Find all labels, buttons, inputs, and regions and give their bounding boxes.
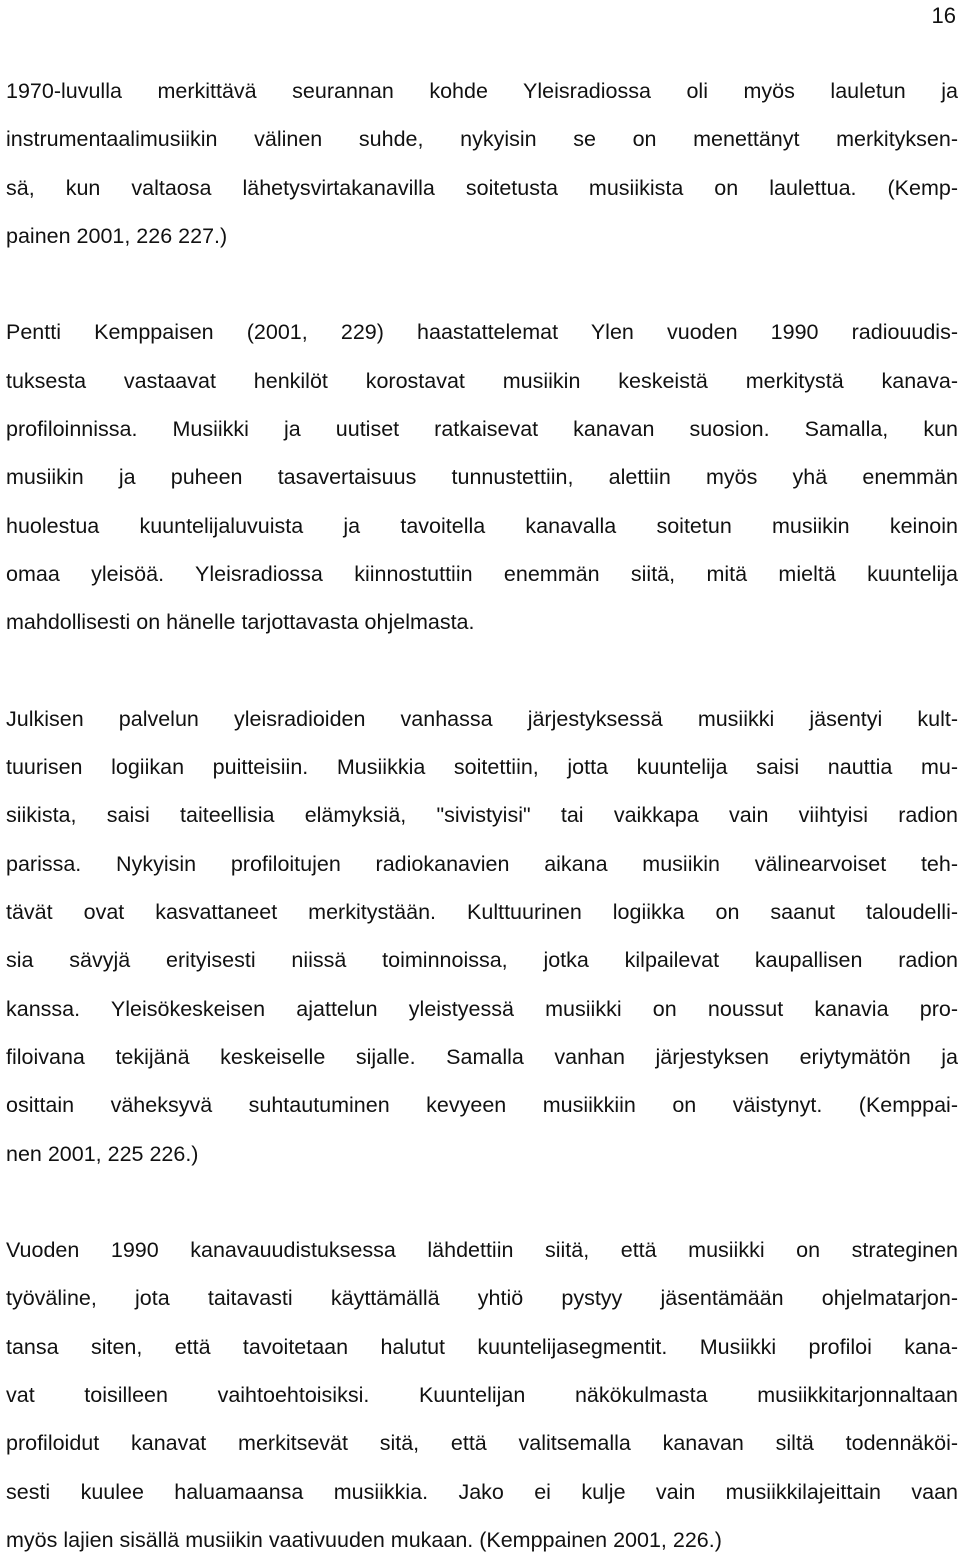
text-line: sesti kuulee haluamaansa musiikkia. Jako ei kulje vain musiikkilajeittain vaan xyxy=(6,1479,958,1504)
text-line: nen 2001, 225 226.) xyxy=(6,1141,199,1166)
text-line: sia sävyjä erityisesti niissä toiminnoissa, jotka kilpailevat kaupallisen radion xyxy=(6,948,958,973)
text-line: tansa siten, että tavoitetaan halutut kuuntelijasegmentit. Musiikki profiloi kana- xyxy=(6,1334,958,1359)
text-line: 1970-luvulla merkittävä seurannan kohde Yleisradiossa oli myös lauletun ja xyxy=(6,79,958,103)
text-line: Pentti Kemppaisen (2001, 229) haastattelemat Ylen vuoden 1990 radiouudis- xyxy=(6,320,958,345)
text-line: huolestua kuuntelijaluvuista ja tavoitella kanavalla soitetun musiikin keinoin xyxy=(6,513,958,538)
text-line: tuurisen logiikan puitteisiin. Musiikkia soitettiin, jotta kuuntelija saisi nauttia mu- xyxy=(6,755,958,780)
text-line: profiloidut kanavat merkitsevät sitä, että valitsemalla kanavan siltä todennäköi- xyxy=(6,1431,958,1456)
text-line: instrumentaalimusiikin välinen suhde, nykyisin se on menettänyt merkityksen- xyxy=(6,127,958,152)
page-number: 16 xyxy=(931,3,956,28)
text-line: parissa. Nykyisin profiloitujen radiokanavien aikana musiikin välinearvoiset teh- xyxy=(6,851,958,876)
paragraph-4 xyxy=(6,1226,958,1564)
text-line: myös lajien sisällä musiikin vaativuuden mukaan. (Kemppainen 2001, 226.) xyxy=(6,1527,722,1552)
text-line: painen 2001, 226 227.) xyxy=(6,223,228,248)
text-line: vat toisilleen vaihtoehtoisiksi. Kuuntelijan näkökulmasta musiikkitarjonnaltaan xyxy=(6,1383,958,1408)
text-line: omaa yleisöä. Yleisradiossa kiinnostuttiin enemmän siitä, mitä mieltä kuuntelija xyxy=(6,561,958,586)
text-line: Vuoden 1990 kanavauudistuksessa lähdettiin siitä, että musiikki on strateginen xyxy=(6,1238,958,1263)
text-line: kanssa. Yleisökeskeisen ajattelun yleistyessä musiikki on noussut kanavia pro- xyxy=(6,996,958,1021)
text-line: siikista, saisi taiteellisia elämyksiä, "sivistyisi" tai vaikkapa vain viihtyisi radion xyxy=(6,803,958,828)
text-line: Julkisen palvelun yleisradioiden vanhassa järjestyksessä musiikki jäsentyi kult- xyxy=(6,706,958,731)
text-line: osittain väheksyvä suhtautuminen kevyeen musiikkiin on väistynyt. (Kemppai- xyxy=(6,1093,958,1118)
paragraph-1 xyxy=(6,67,958,260)
paragraph-3 xyxy=(6,695,958,1178)
text-line: profiloinnissa. Musiikki ja uutiset ratkaisevat kanavan suosion. Samalla, kun xyxy=(6,417,958,442)
text-line: työväline, jota taitavasti käyttämällä yhtiö pystyy jäsentämään ohjelmatarjon- xyxy=(6,1286,958,1311)
text-line: sä, kun valtaosa lähetysvirtakanavilla soitetusta musiikista on laulettua. (Kemp- xyxy=(6,175,958,200)
text-line: filoivana tekijänä keskeiselle sijalle. Samalla vanhan järjestyksen eriytymätön ja xyxy=(6,1044,958,1069)
document-body xyxy=(6,67,958,1564)
text-line: mahdollisesti on hänelle tarjottavasta ohjelmasta. xyxy=(6,610,475,635)
paragraph-2 xyxy=(6,308,958,646)
text-line: tuksesta vastaavat henkilöt korostavat musiikin keskeistä merkitystä kanava- xyxy=(6,368,958,393)
text-line: tävät ovat kasvattaneet merkitystään. Kulttuurinen logiikka on saanut taloudelli- xyxy=(6,900,958,925)
text-line: musiikin ja puheen tasavertaisuus tunnustettiin, alettiin myös yhä enemmän xyxy=(6,465,958,490)
